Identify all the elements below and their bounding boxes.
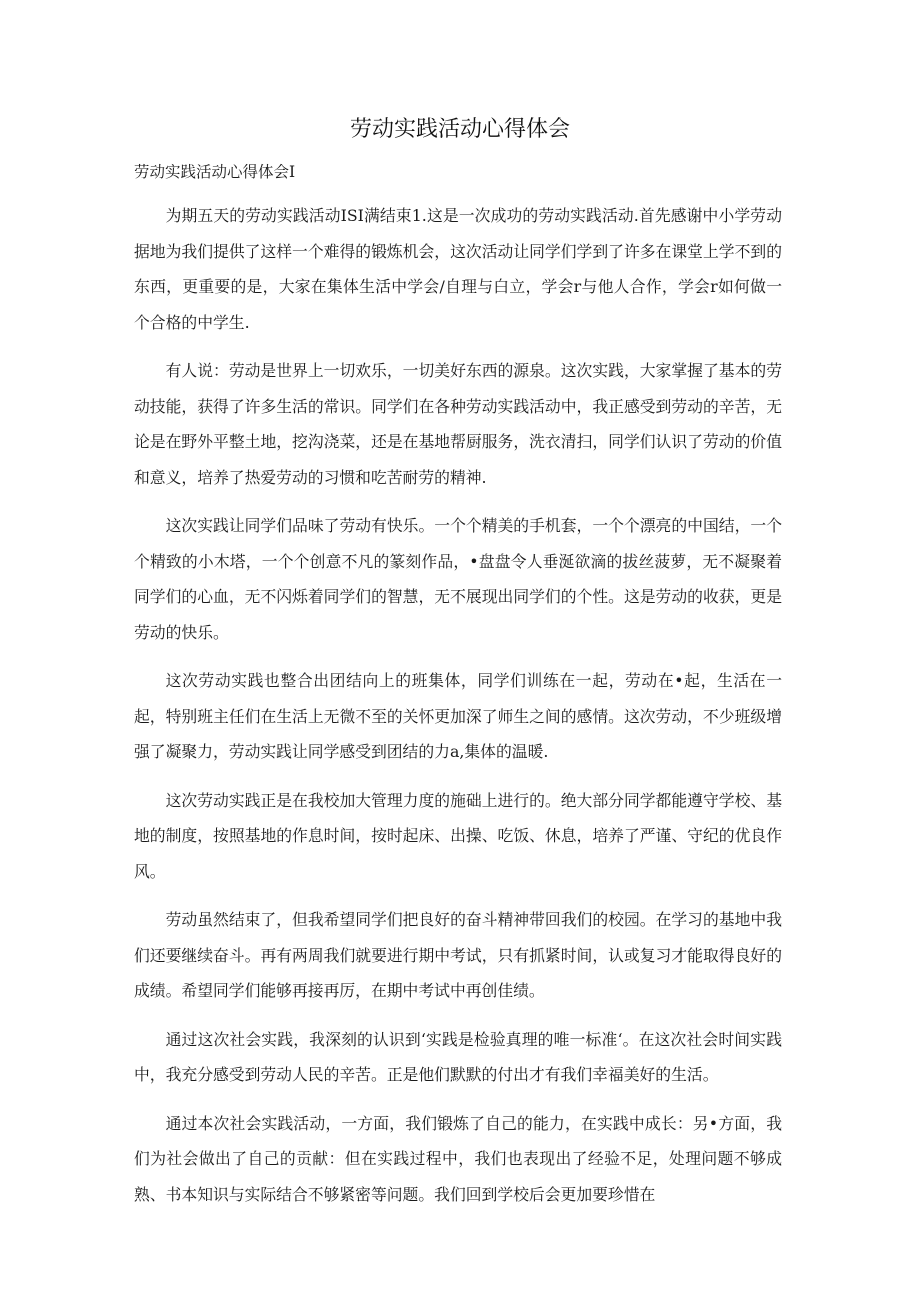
paragraph: 通过这次社会实践，我深刻的认识到‘实践是检验真理的唯一标准‘。在这次社会时间实践中，我充分感受到劳动人民的辛苦。正是他们默默的付出才有我们幸福美好的生活。	[134, 1029, 782, 1084]
paragraph: 有人说：劳动是世界上一切欢乐，一切美好东西的源泉。这次实践，大家掌握了基本的劳动技能，获得了许多生活的常识。同学们在各种劳动实践活动中，我正感受到劳动的辛苦，无论是在野外平整土地，挖沟浇菜，还是在基地帮厨服务，洗衣清扫，同学们认识了劳动的价值和意义，培养了热爱劳动的习惯和吃苦耐劳的精神.	[134, 361, 782, 487]
paragraph: 通过本次社会实践活动，一方面，我们锻炼了自己的能力，在实践中成长：另•方面，我们为社会做出了自己的贡献：但在实践过程中，我们也表现出了经验不足，处理问题不够成熟、书本知识与实际结合不够紧密等问题。我们回到学校后会更加要珍惜在	[134, 1113, 782, 1204]
paragraph: 这次实践让同学们品味了劳动有快乐。一个个精美的手机套，一个个漂亮的中国结，一个个精致的小木塔，一个个创意不凡的篆刻作品，•盘盘令人垂涎欲滴的拔丝菠萝，无不凝聚着同学们的心血，无不闪烁着同学们的智慧，无不展现出同学们的个性。这是劳动的收获，更是劳动的快乐。	[134, 516, 782, 642]
paragraph: 为期五天的劳动实践活动ISI满结束1.这是一次成功的劳动实践活动.首先感谢中小学劳动据地为我们提供了这样一个难得的锻炼机会，这次活动让同学们学到了许多在课堂上学不到的东西，更重要的是，大家在集体生活中学会/自理与白立，学会r与他人合作，学会r如何做一个合格的中学生.	[134, 206, 782, 332]
paragraph: 劳动虽然结束了，但我希望同学们把良好的奋斗精神带回我们的校园。在学习的基地中我们还要继续奋斗。再有两周我们就要进行期中考试，只有抓紧时间，认或复习才能取得良好的成绩。希望同学们能够再接再厉，在期中考试中再创佳绩。	[134, 910, 782, 1000]
document-subtitle: 劳动实践活动心得体会I	[134, 163, 296, 181]
paragraph: 这次劳动实践也整合出团结向上的班集体，同学们训练在一起，劳动在•起，生活在一起，特别班主任们在生活上无微不至的关怀更加深了师生之间的感情。这次劳动，不少班级增强了凝聚力，劳动实践让同学感受到团结的力a,集体的温暖.	[134, 671, 782, 761]
paragraph: 这次劳动实践正是在我校加大管理力度的施础上进行的。绝大部分同学都能遵守学校、基地的制度，按照基地的作息时间，按时起床、出操、吃饭、休息，培养了严谨、守纪的优良作风。	[134, 790, 782, 881]
document-title: 劳动实践活动心得体会	[349, 117, 570, 142]
document-body	[134, 198, 782, 1225]
